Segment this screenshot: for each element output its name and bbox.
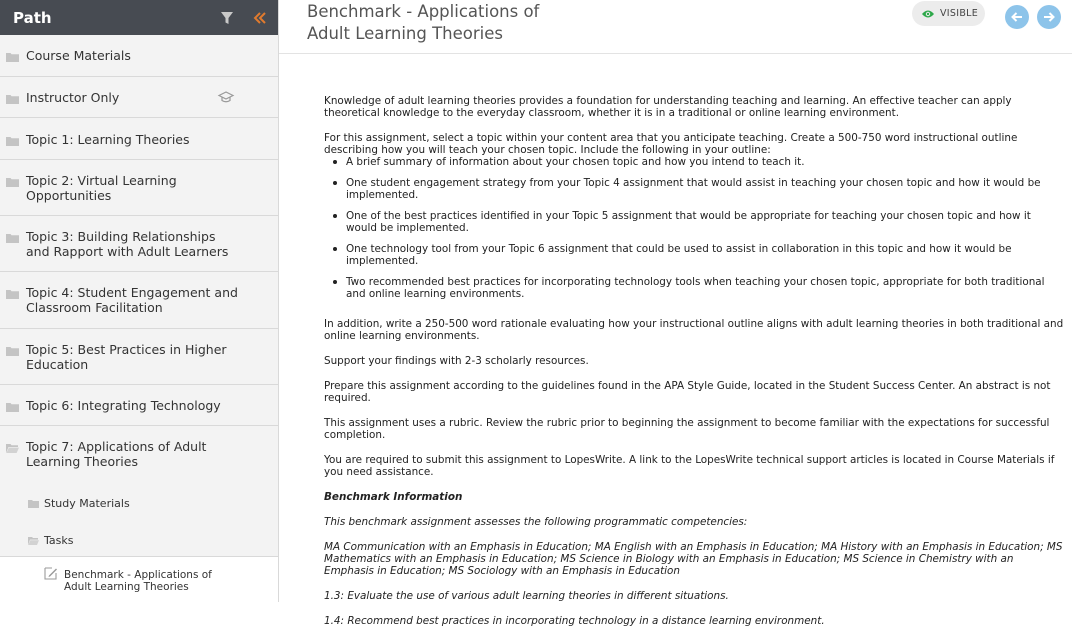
sidebar-item-study-materials[interactable] xyxy=(0,483,278,521)
sidebar-item-label: Topic 7: Applications of Adult Learning Theories xyxy=(26,439,207,469)
next-button[interactable] xyxy=(1037,5,1061,29)
arrow-left-icon xyxy=(1011,8,1023,27)
sidebar-item-topic-7[interactable] xyxy=(0,426,278,483)
arrow-right-icon xyxy=(1043,8,1055,27)
sidebar-item-label: Topic 6: Integrating Technology xyxy=(26,398,221,413)
list-item: Two recommended best practices for incorporating technology tools when teaching your chosen topic, appropriate for both traditional and online learning environments. xyxy=(324,276,1064,300)
page-header xyxy=(279,0,1072,54)
sidebar-item-topic-5[interactable] xyxy=(0,329,278,385)
folder-icon xyxy=(6,50,19,60)
sidebar xyxy=(0,0,279,602)
sidebar-header xyxy=(0,0,278,35)
sidebar-title: Path xyxy=(13,8,52,27)
previous-button[interactable] xyxy=(1005,5,1029,29)
sidebar-item-course-materials[interactable] xyxy=(0,35,278,77)
sidebar-item-label: Course Materials xyxy=(26,48,131,63)
sidebar-list xyxy=(0,35,278,602)
benchmark-heading: Benchmark Information xyxy=(324,491,463,503)
eye-icon xyxy=(921,9,935,19)
folder-icon xyxy=(6,287,19,297)
assignment-content xyxy=(324,95,1064,640)
list-item: A brief summary of information about your chosen topic and how you intend to teach it. xyxy=(324,156,1064,168)
folder-icon xyxy=(6,175,19,185)
support-paragraph: Support your findings with 2-3 scholarly resources. xyxy=(324,355,589,367)
intro-paragraph: Knowledge of adult learning theories provides a foundation for understanding teaching and learning. An effective teacher can apply theoretical knowledge to the everyday classroom, whether it is in a traditional or online learning environment. xyxy=(324,95,1012,119)
sidebar-item-label: Topic 1: Learning Theories xyxy=(26,132,190,147)
list-item: One student engagement strategy from your Topic 4 assignment that would assist in teaching your chosen topic and how it would be implemented. xyxy=(324,177,1064,201)
folder-icon xyxy=(28,497,39,506)
sidebar-item-topic-2[interactable] xyxy=(0,160,278,216)
lopeswrite-paragraph: You are required to submit this assignment to LopesWrite. A link to the LopesWrite technical support articles is located in Course Materials if you need assistance. xyxy=(324,454,1055,478)
edit-document-icon xyxy=(44,567,58,580)
folder-open-icon xyxy=(6,441,19,451)
assignment-paragraph: For this assignment, select a topic within your content area that you anticipate teaching. Create a 500-750 word instructional outline describing how you will teach your chosen topic. Include the following in your outline: xyxy=(324,132,1018,156)
folder-icon xyxy=(6,134,19,144)
sidebar-item-topic-6[interactable] xyxy=(0,385,278,426)
apa-paragraph: Prepare this assignment according to the guidelines found in the APA Style Guide, located in the Student Success Center. An abstract is not required. xyxy=(324,380,1051,404)
visibility-label: VISIBLE xyxy=(940,8,979,19)
sidebar-item-label: Topic 4: Student Engagement and Classroom Facilitation xyxy=(26,285,238,315)
rubric-paragraph: This assignment uses a rubric. Review the rubric prior to beginning the assignment to become familiar with the expectations for successful completion. xyxy=(324,417,1050,441)
sidebar-item-topic-4[interactable] xyxy=(0,272,278,329)
sidebar-item-topic-1[interactable] xyxy=(0,118,278,160)
competency-1: 1.3: Evaluate the use of various adult learning theories in different situations. xyxy=(324,590,729,602)
filter-icon[interactable] xyxy=(212,0,242,35)
sidebar-item-topic-3[interactable] xyxy=(0,216,278,272)
list-item: One of the best practices identified in your Topic 5 assignment that would be appropriate for teaching your chosen topic and how it would be implemented. xyxy=(324,210,1064,234)
sidebar-item-label: Instructor Only xyxy=(26,90,120,105)
sidebar-item-tasks[interactable] xyxy=(0,521,278,557)
page-title: Benchmark - Applications of Adult Learning Theories xyxy=(307,2,540,43)
folder-icon xyxy=(6,344,19,354)
sidebar-item-instructor-only[interactable] xyxy=(0,77,278,118)
sidebar-item-label: Topic 3: Building Relationships and Rapport with Adult Learners xyxy=(26,229,229,259)
sidebar-item-benchmark[interactable] xyxy=(0,557,278,602)
sidebar-item-label: Topic 2: Virtual Learning Opportunities xyxy=(26,173,177,203)
list-item: One technology tool from your Topic 6 assignment that could be used to assist in collaboration in this topic and how it would be implemented. xyxy=(324,243,1064,267)
folder-open-icon xyxy=(28,534,39,543)
rationale-paragraph: In addition, write a 250-500 word rationale evaluating how your instructional outline aligns with adult learning theories in both traditional and online learning environments. xyxy=(324,318,1064,342)
sidebar-item-label: Tasks xyxy=(44,534,74,547)
folder-icon xyxy=(6,400,19,410)
folder-icon xyxy=(6,92,19,102)
collapse-sidebar-icon[interactable] xyxy=(242,0,278,35)
visibility-toggle[interactable] xyxy=(912,1,985,26)
sidebar-item-label: Study Materials xyxy=(44,497,130,510)
sidebar-item-label: Topic 5: Best Practices in Higher Education xyxy=(26,342,227,372)
competency-2: 1.4: Recommend best practices in incorporating technology in a distance learning environment. xyxy=(324,615,825,627)
folder-icon xyxy=(6,231,19,241)
sidebar-item-label: Benchmark - Applications of Adult Learning Theories xyxy=(64,569,212,593)
outline-list xyxy=(324,156,1064,300)
program-list: MA Communication with an Emphasis in Education; MA English with an Emphasis in Education; MA History with an Emphasis in Education; MS Mathematics with an Emphasis in Education; MS Science in Biology with an Emphasis in Education; MS Science in Chemistry with an Emphasis in Education; MS Sociology with an Emphasis in Education xyxy=(324,541,1063,577)
graduation-cap-icon xyxy=(218,91,234,103)
benchmark-assesses: This benchmark assignment assesses the following programmatic competencies: xyxy=(324,516,748,528)
